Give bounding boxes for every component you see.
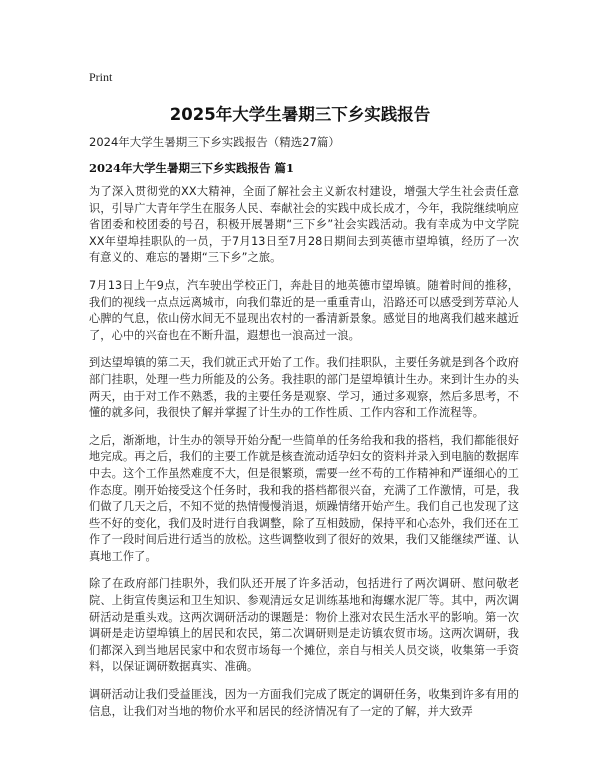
paragraph-2: 7月13日上午9点，汽车驶出学校正门，奔赴目的地英德市望埠镇。随着时间的推移，我们的视线一点点远离城市，向我们靠近的是一重重青山，沿路还可以感受到芳草沁人心脾的气息，依山傍水间无不显现出农村的一番清新景象。感觉目的地离我们越来越近了，心中的兴奋也在不断升温，遐想也一浪高过一浪。 bbox=[89, 278, 519, 342]
print-link[interactable]: Print bbox=[89, 70, 113, 84]
paragraph-6: 调研活动让我们受益匪浅，因为一方面我们完成了既定的调研任务，收集到许多有用的信息，让我们对当地的物价水平和居民的经济情况有了一定的了解，并大致弄 bbox=[89, 688, 519, 718]
document-subtitle: 2024年大学生暑期三下乡实践报告（精选27篇） bbox=[89, 135, 340, 149]
page-title: 2025年大学生暑期三下乡实践报告 bbox=[169, 105, 431, 124]
paragraph-3: 到达望埠镇的第二天，我们就正式开始了工作。我们挂职队，主要任务就是到各个政府部门挂职，处理一些力所能及的公务。我挂职的部门是望埠镇计生办。来到计生办的头两天，由于对工作不熟悉，我的主要任务是观察、学习，通过多观察，然后多思考，不懂的就多问，我很快了解并掌握了计生办的工作性质、工作内容和工作流程等。 bbox=[89, 356, 519, 420]
report-body bbox=[89, 184, 519, 776]
paragraph-5: 除了在政府部门挂职外，我们队还开展了许多活动，包括进行了两次调研、慰问敬老院、上街宣传奥运和卫生知识、参观清远女足训练基地和海螺水泥厂等。其中，两次调研活动是重头戏。这两次调研活动的课题是：物价上涨对农民生活水平的影响。第一次调研是走访望埠镇上的居民和农民，第二次调研则是走访镇农贸市场。这两次调研，我们都深入到当地居民家中和农贸市场每一个摊位，亲自与相关人员交谈，收集第一手资料，以保证调研数据真实、准确。 bbox=[89, 577, 519, 674]
paragraph-1: 为了深入贯彻党的XX大精神，全面了解社会主义新农村建设，增强大学生社会责任意识，引导广大青年学生在服务人民、奉献社会的实践中成长成才，今年，我院继续响应省团委和校团委的号召，积极开展暑期“三下乡”社会实践活动。我有幸成为中文学院XX年望埠挂职队的一员，于7月13日至7月28日期间去到英德市望埠镇，经历了一次有意义的、难忘的暑期“三下乡”之旅。 bbox=[89, 185, 519, 265]
paragraph-4: 之后，渐渐地，计生办的领导开始分配一些简单的任务给我和我的搭档，我们都能很好地完成。再之后，我们的主要工作就是核查流动适孕妇女的资料并录入到电脑的数据库中去。这个工作虽然难度不大，但是很繁琐，需要一丝不苟的工作精神和严谨细心的工作态度。刚开始接受这个任务时，我和我的搭档都很兴奋，充满了工作激情，可是，我们做了几天之后，不知不觉的热情慢慢消退，烦躁情绪开始产生。我们自己也发现了这些不好的变化，我们及时进行自我调整，除了互相鼓励，保持平和心态外，我们还在工作了一段时间后进行适当的放松。这些调整收到了很好的效果，我们又能继续严谨、认真地工作了。 bbox=[89, 433, 519, 563]
section-heading: 2024年大学生暑期三下乡实践报告 篇1 bbox=[89, 161, 295, 175]
